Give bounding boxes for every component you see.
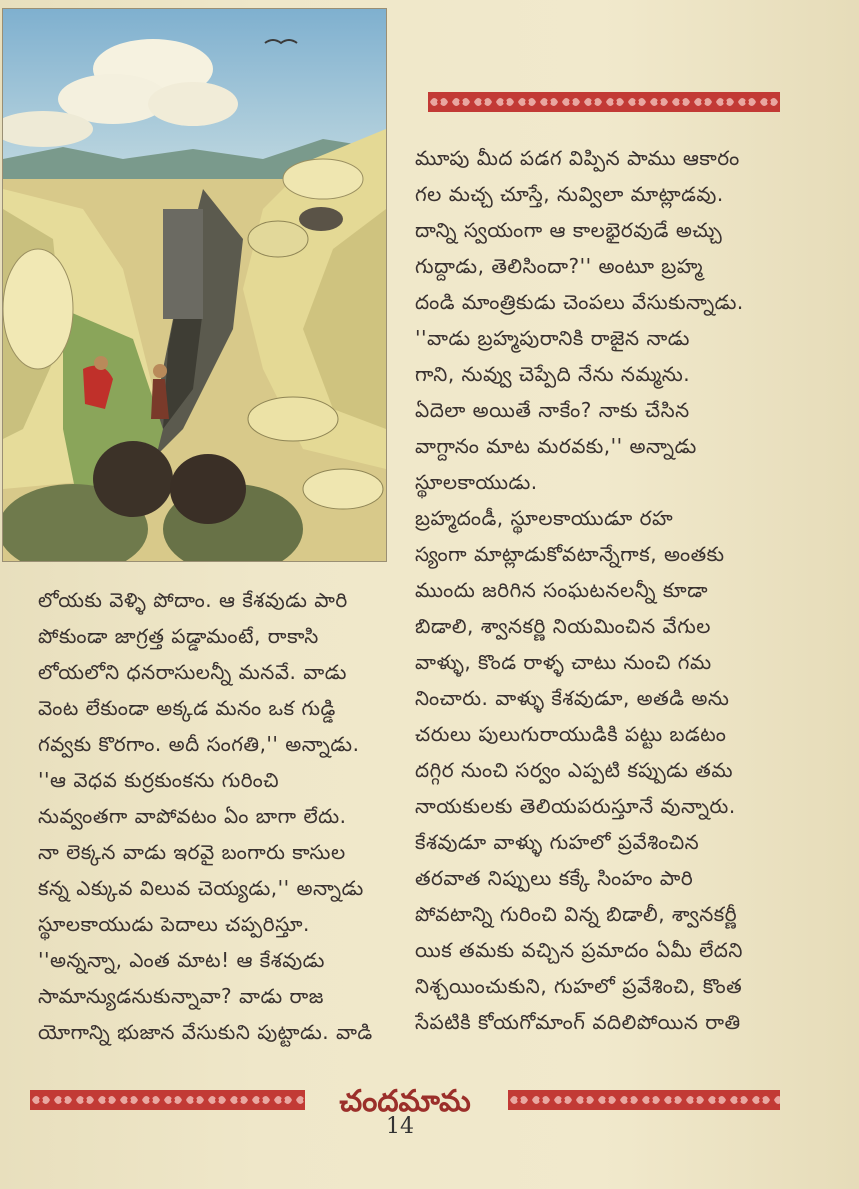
page-number: 14 bbox=[386, 1114, 414, 1139]
text-line: దాన్ని స్వయంగా ఆ కాలభైరవుడే అచ్చు bbox=[415, 218, 723, 242]
text-line: గుద్దాడు, తెలిసిందా?'' అంటూ బ్రహ్మ bbox=[415, 254, 704, 278]
text-line: దండి మాంత్రికుడు చెంపలు వేసుకున్నాడు. bbox=[415, 290, 744, 314]
text-line: యోగాన్ని భుజాన వేసుకుని పుట్టాడు. వాడి bbox=[38, 1020, 373, 1044]
text-line: బిడాలి, శ్వానకర్ణి నియమించిన వేగుల bbox=[415, 614, 711, 638]
text-line: వెంట లేకుండా అక్కడ మనం ఒక గుడ్డి bbox=[38, 696, 336, 720]
text-line: ముందు జరిగిన సంఘటనలన్నీ కూడా bbox=[415, 578, 709, 602]
magazine-masthead: చందమామ bbox=[339, 1084, 471, 1119]
text-line: గల మచ్చ చూస్తే, నువ్విలా మాట్లాడవు. bbox=[415, 182, 724, 206]
text-line: నా లెక్కన వాడు ఇరవై బంగారు కాసుల bbox=[38, 840, 346, 864]
text-line: ''ఆ వెధవ కుర్రకుంకను గురించి bbox=[38, 768, 280, 792]
text-line: వాగ్దానం మాట మరవకు,'' అన్నాడు bbox=[415, 434, 697, 458]
text-line: బ్రహ్మదండీ, స్థూలకాయుడూ రహ bbox=[415, 506, 674, 530]
text-line: సేపటికి కోయగోమాంగ్ వదిలిపోయిన రాతి bbox=[415, 1010, 741, 1034]
text-line: తరవాత నిప్పులు కక్కే సింహం పారి bbox=[415, 866, 694, 890]
mountain-path-illustration-icon bbox=[3, 9, 386, 561]
text-line: కన్న ఎక్కువ విలువ చెయ్యడు,'' అన్నాడు bbox=[38, 876, 364, 900]
text-line: లోయలోని ధనరాసులన్నీ మనవే. వాడు bbox=[38, 660, 347, 684]
text-line: ''అన్నన్నా, ఎంత మాట! ఆ కేశవుడు bbox=[38, 948, 325, 972]
text-line: సామాన్యుడనుకున్నావా? వాడు రాజ bbox=[38, 984, 324, 1008]
text-line: నువ్వంతగా వాపోవటం ఏం బాగా లేదు. bbox=[38, 804, 347, 828]
text-line: నాయకులకు తెలియపరుస్తూనే వున్నారు. bbox=[415, 794, 736, 818]
ornament-border-icon bbox=[428, 92, 780, 112]
text-line: వాళ్ళు, కొండ రాళ్ళ చాటు నుంచి గమ bbox=[415, 650, 712, 674]
text-line: కేశవుడూ వాళ్ళు గుహలో ప్రవేశించిన bbox=[415, 830, 700, 854]
text-line: మూపు మీద పడగ విప్పిన పాము ఆకారం bbox=[415, 146, 740, 170]
text-line: స్యంగా మాట్లాడుకోవటాన్నేగాక, అంతకు bbox=[415, 542, 725, 566]
text-line: నించారు. వాళ్ళు కేశవుడూ, అతడి అను bbox=[415, 686, 730, 710]
story-illustration bbox=[2, 8, 387, 562]
ornament-border-icon bbox=[30, 1090, 305, 1110]
decorative-border-footer-right bbox=[508, 1090, 780, 1110]
text-line: గవ్వకు కొరగాం. అదీ సంగతి,'' అన్నాడు. bbox=[38, 732, 360, 756]
decorative-border-top bbox=[428, 92, 780, 112]
text-line: స్థూలకాయుడు. bbox=[415, 470, 538, 494]
text-line: లోయకు వెళ్ళి పోదాం. ఆ కేశవుడు పారి bbox=[38, 588, 348, 612]
text-line: ''వాడు బ్రహ్మపురానికి రాజైన నాడు bbox=[415, 326, 690, 350]
text-line: స్థూలకాయుడు పెదాలు చప్పరిస్తూ. bbox=[38, 912, 310, 936]
ornament-border-icon bbox=[508, 1090, 780, 1110]
decorative-border-footer-left bbox=[30, 1090, 305, 1110]
right-text-column bbox=[415, 140, 810, 1040]
left-text-column bbox=[38, 582, 382, 1050]
text-line: గాని, నువ్వు చెప్పేది నేను నమ్మను. bbox=[415, 362, 691, 386]
text-line: ఏదెలా అయితే నాకేం? నాకు చేసిన bbox=[415, 398, 690, 422]
text-line: నిశ్చయించుకుని, గుహలో ప్రవేశించి, కొంత bbox=[415, 974, 743, 998]
text-line: యిక తమకు వచ్చిన ప్రమాదం ఏమీ లేదని bbox=[415, 938, 743, 962]
text-line: పోకుండా జాగ్రత్త పడ్డామంటే, రాకాసి bbox=[38, 624, 319, 648]
text-line: చరులు పులుగురాయుడికి పట్టు బడటం bbox=[415, 722, 727, 746]
text-line: పోవటాన్ని గురించి విన్న బిడాలీ, శ్వానకర్ణీ bbox=[415, 902, 738, 926]
text-line: దగ్గిర నుంచి సర్వం ఎప్పటి కప్పుడు తమ bbox=[415, 758, 734, 782]
